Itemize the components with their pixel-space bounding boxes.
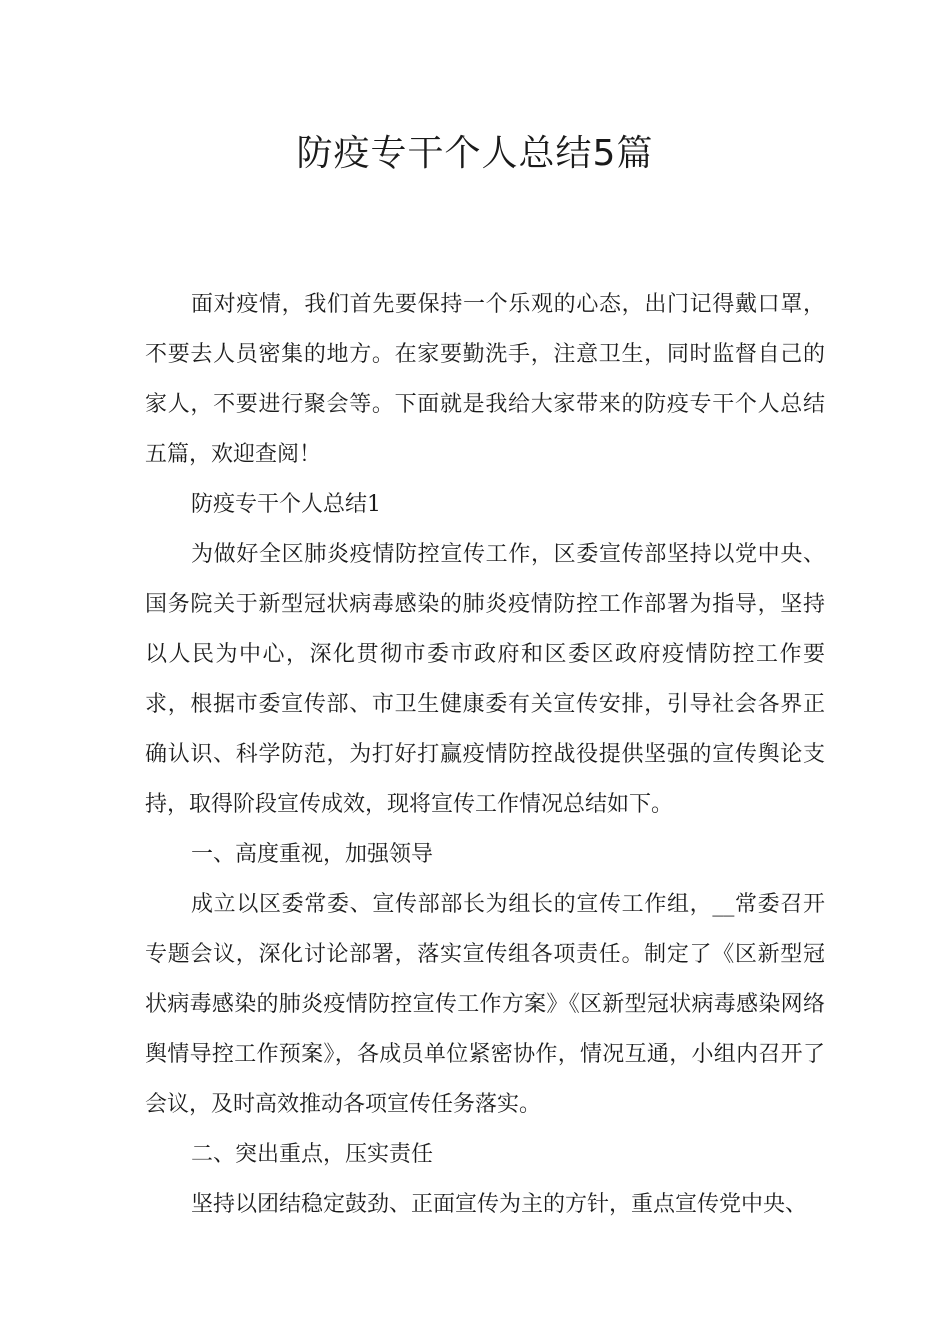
intro-paragraph: 面对疫情，我们首先要保持一个乐观的心态，出门记得戴口罩，不要去人员密集的地方。在家要勤洗手，注意卫生，同时监督自己的家人，不要进行聚会等。下面就是我给大家带来的防疫专干个人总结五篇，欢迎查阅！ <box>145 292 825 467</box>
document-title: 防疫专干个人总结5篇 <box>296 133 654 174</box>
subheading-1-paragraph: 成立以区委常委、宣传部部长为组长的宣传工作组，__常委召开专题会议，深化讨论部署，落实宣传组各项责任。制定了《区新型冠状病毒感染的肺炎疫情防控宣传工作方案》《区新型冠状病毒感染网络舆情导控工作预案》，各成员单位紧密协作，情况互通，小组内召开了会议，及时高效推动各项宣传任务落实。 <box>145 892 825 1117</box>
summary-1-paragraph: 为做好全区肺炎疫情防控宣传工作，区委宣传部坚持以党中央、国务院关于新型冠状病毒感染的肺炎疫情防控工作部署为指导，坚持以人民为中心，深化贯彻市委市政府和区委区政府疫情防控工作要求，根据市委宣传部、市卫生健康委有关宣传安排，引导社会各界正确认识、科学防范，为打好打赢疫情防控战役提供坚强的宣传舆论支持，取得阶段宣传成效，现将宣传工作情况总结如下。 <box>145 542 825 817</box>
document-body <box>145 280 825 1230</box>
section-heading-summary-1: 防疫专干个人总结1 <box>191 492 381 517</box>
subheading-2: 二、突出重点，压实责任 <box>191 1142 434 1167</box>
subheading-1: 一、高度重视，加强领导 <box>191 842 434 867</box>
subheading-2-paragraph: 坚持以团结稳定鼓劲、正面宣传为主的方针，重点宣传党中央、 <box>191 1192 808 1217</box>
